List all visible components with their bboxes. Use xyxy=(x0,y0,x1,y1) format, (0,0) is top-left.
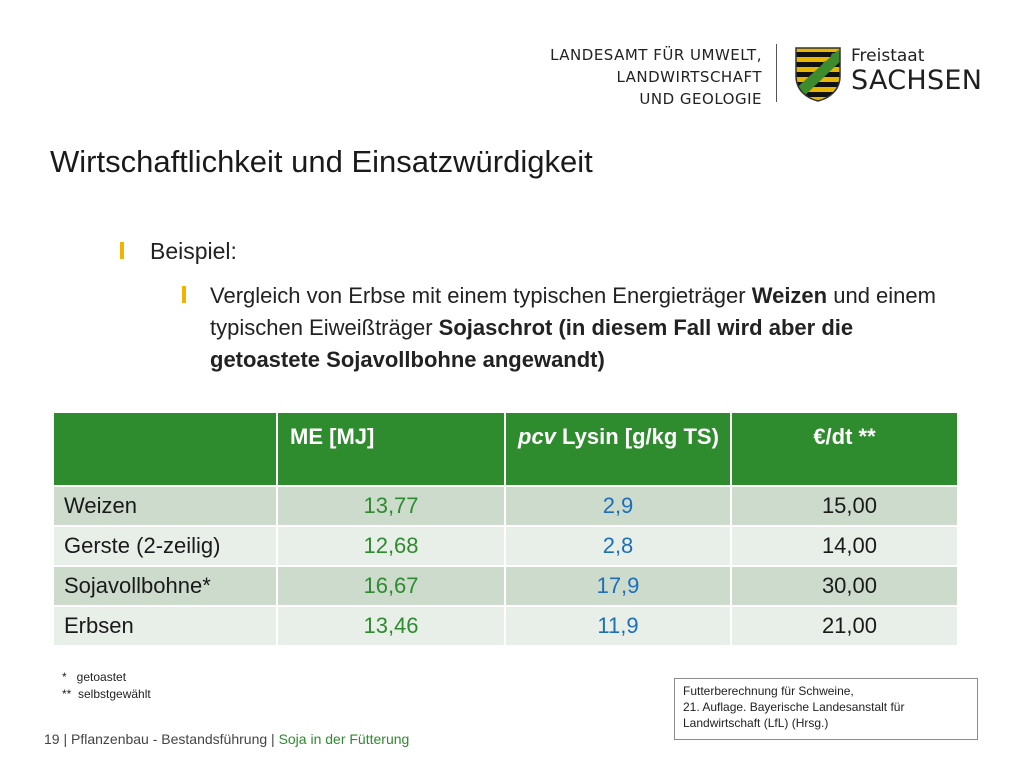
table-header-price: €/dt ** xyxy=(731,412,958,486)
table-header-lysin xyxy=(505,412,731,486)
table-header-lysin-unit: Lysin [g/kg TS) xyxy=(555,424,719,449)
table-header-lysin-pcv: pcv xyxy=(518,424,556,449)
footer-section: Pflanzenbau - Bestandsführung xyxy=(71,731,268,747)
table-cell-lysin: 17,9 xyxy=(505,566,731,606)
page-number: 19 xyxy=(44,731,60,747)
footer-separator: | xyxy=(271,731,275,747)
table-cell-feed: Erbsen xyxy=(53,606,277,646)
bullet-marker-level-2 xyxy=(182,286,186,303)
table-cell-me: 12,68 xyxy=(277,526,505,566)
footnote-selbstgewaehlt: ** selbstgewählt xyxy=(62,687,151,701)
source-line-2: 21. Auflage. Bayerische Landesanstalt für xyxy=(683,700,905,714)
page-title: Wirtschaftlichkeit und Einsatzwürdigkeit xyxy=(50,144,593,179)
page-footer xyxy=(44,729,409,749)
organization-name-line-3: UND GEOLOGIE xyxy=(639,90,762,108)
bullet-level-2 xyxy=(210,280,950,376)
footnote-getoastet: * getoastet xyxy=(62,670,127,684)
table-cell-me: 13,46 xyxy=(277,606,505,646)
table-cell-price: 21,00 xyxy=(731,606,958,646)
table-cell-lysin: 2,8 xyxy=(505,526,731,566)
table-cell-feed: Gerste (2-zeilig) xyxy=(53,526,277,566)
source-line-1: Futterberechnung für Schweine, xyxy=(683,684,854,698)
footer-topic: Soja in der Fütterung xyxy=(278,731,410,747)
table-row xyxy=(53,526,958,566)
table-row xyxy=(53,566,958,606)
bullet-text-part-1: Vergleich von Erbse mit einem typischen Energieträger xyxy=(210,283,752,308)
bullet-bold-sojaschrot: Sojaschrot (in diesem Fall wird aber die getoastete Sojavollbohne angewandt) xyxy=(210,315,854,372)
table-cell-price: 15,00 xyxy=(731,486,958,526)
table-cell-me: 16,67 xyxy=(277,566,505,606)
state-name-prefix: Freistaat xyxy=(851,46,925,66)
bullet-text-part-2: und einem typischen Eiweißträger xyxy=(210,283,936,340)
table-cell-feed: Weizen xyxy=(53,486,277,526)
bullet-level-1: Beispiel: xyxy=(150,238,237,264)
table-cell-me: 13,77 xyxy=(277,486,505,526)
saxony-coat-of-arms-icon xyxy=(794,46,842,102)
source-line-3: Landwirtschaft (LfL) (Hrsg.) xyxy=(683,716,829,730)
table-cell-price: 14,00 xyxy=(731,526,958,566)
bullet-marker-level-1 xyxy=(120,242,124,259)
bullet-bold-weizen: Weizen xyxy=(751,283,828,308)
organization-name-line-1: LANDESAMT FÜR UMWELT, xyxy=(550,46,762,64)
header-divider xyxy=(776,44,777,102)
comparison-table xyxy=(52,411,959,647)
table-row xyxy=(53,486,958,526)
organization-name-line-2: LANDWIRTSCHAFT xyxy=(616,68,762,86)
footer-separator: | xyxy=(63,731,68,747)
table-footnotes xyxy=(62,669,151,703)
organization-name xyxy=(540,44,762,110)
table-header-empty xyxy=(53,412,277,486)
source-reference-box xyxy=(674,678,978,740)
table-cell-lysin: 2,9 xyxy=(505,486,731,526)
state-name-main: SACHSEN xyxy=(851,65,983,96)
state-name xyxy=(851,46,982,96)
table-header-me: ME [MJ] xyxy=(277,412,505,486)
table-cell-price: 30,00 xyxy=(731,566,958,606)
table-row xyxy=(53,606,958,646)
table-cell-feed: Sojavollbohne* xyxy=(53,566,277,606)
table-cell-lysin: 11,9 xyxy=(505,606,731,646)
table-header-row xyxy=(53,412,958,486)
